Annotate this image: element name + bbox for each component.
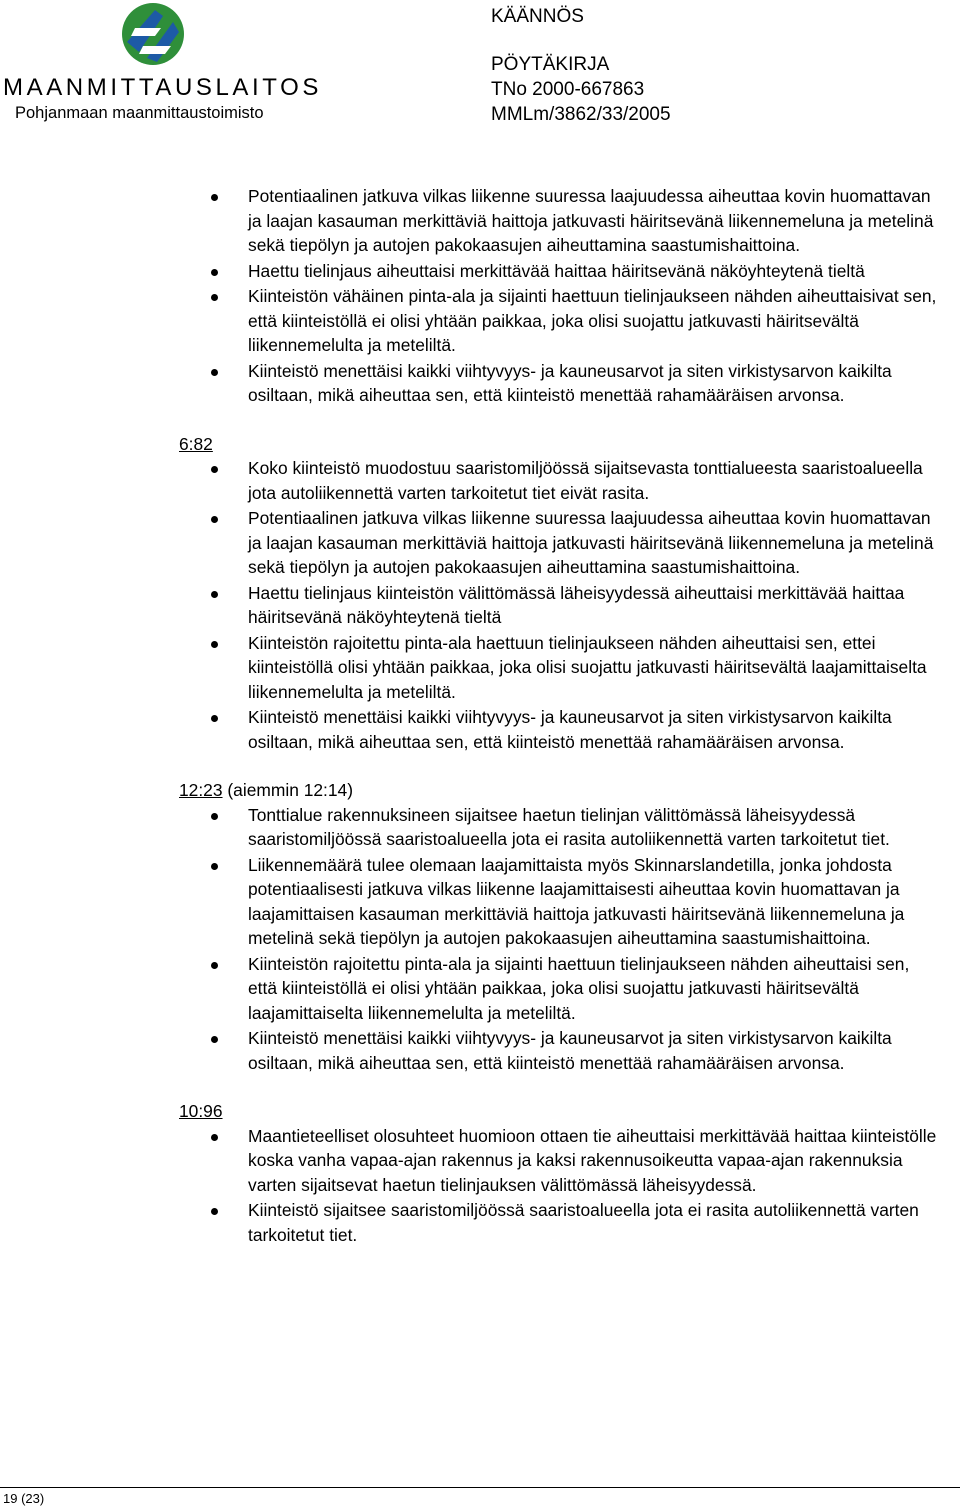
list-item [179, 853, 939, 951]
bullet-icon [211, 863, 218, 870]
maanmittauslaitos-logo-icon [121, 2, 185, 66]
section-heading [179, 778, 939, 803]
list-item-text: Kiinteistö menettäisi kaikki viihtyvyys- ja kauneusarvot ja siten virkistysarvon kaikilta osiltaan, mikä aiheuttaa sen, että kiinteistö menettää rahamääräisen arvonsa. [248, 360, 892, 405]
property-id: 6:82 [179, 433, 213, 454]
list-item [179, 803, 939, 852]
list-item-text: Kiinteistön vähäinen pinta-ala ja sijainti haettuun tielinjaukseen nähden aiheuttaisivat sen, että kiinteistöllä ei olisi yhtään paikkaa, joka olisi suojattu jatkuvasti häiritsevältä liikennemelulta ja meteliltä. [248, 286, 937, 355]
list-item [179, 284, 939, 358]
bullet-list [179, 1124, 939, 1248]
list-item [179, 506, 939, 580]
section-heading [179, 432, 939, 457]
bullet-icon [211, 1134, 218, 1141]
section-heading [179, 1099, 939, 1124]
bullet-icon [211, 194, 218, 201]
list-item-text: Kiinteistö menettäisi kaikki viihtyvyys- ja kauneusarvot ja siten virkistysarvon kaikilta osiltaan, mikä aiheuttaa sen, että kiinteistö menettää rahamääräisen arvonsa. [248, 1028, 892, 1073]
list-item-text: Liikennemäärä tulee olemaan laajamittaista myös Skinnarslandetilla, jonka johdosta potentiaalisesti jatkuva vilkas liikenne laajamittaisesti aiheuttaa kovin huomattavan ja laajamittaisen kasauman merkittäviä haittoja jatkuvasti häiritsevänä liikennemeluna ja metelinä sekä tiepölyn ja autojen pakokaasujen aiheuttamina saastumishaittoina. [248, 854, 905, 948]
bullet-icon [211, 591, 218, 598]
list-item-text: Kiinteistö sijaitsee saaristomiljöössä saaristoalueella jota ei rasita autoliikennettä varten tarkoitetut tiet. [248, 1200, 919, 1245]
bullet-icon [211, 294, 218, 301]
list-item-text: Kiinteistö menettäisi kaikki viihtyvyys- ja kauneusarvot ja siten virkistysarvon kaikilta osiltaan, mikä aiheuttaa sen, että kiinteistö menettää rahamääräisen arvonsa. [248, 707, 892, 752]
bullet-list [179, 184, 939, 408]
bullet-icon [211, 813, 218, 820]
bullet-icon [211, 269, 218, 276]
page-number: 19 (23) [3, 1491, 45, 1506]
document-type: KÄÄNNÖS [491, 6, 584, 27]
list-item [179, 952, 939, 1026]
bullet-list [179, 803, 939, 1076]
office-name: Pohjanmaan maanmittaustoimisto [15, 104, 264, 122]
tno-number: TNo 2000-667863 [491, 79, 645, 100]
bullet-icon [211, 1036, 218, 1043]
list-item-text: Kiinteistön rajoitettu pinta-ala haettuun tielinjaukseen nähden aiheuttaisi sen, ettei kiinteistöllä olisi yhtään paikkaa, joka olisi suojattu jatkuvasti häiritsevältä laajamittaiselta liikennemelulta ja meteliltä. [248, 632, 927, 702]
reference-number: MMLm/3862/33/2005 [491, 104, 671, 125]
list-item-text: Kiinteistön rajoitettu pinta-ala ja sijainti haettuun tielinjaukseen nähden aiheuttaisi sen, että kiinteistöllä ei olisi yhtään paikkaa, joka olisi suojattu jatkuvasti häiritsevältä laajamittaiselta liikennemelulta ja meteliltä. [248, 953, 910, 1023]
property-note: (aiemmin 12:14) [222, 780, 354, 800]
section [179, 778, 939, 1075]
list-item-text: Haettu tielinjaus aiheuttaisi merkittävää haittaa häiritsevänä näköyhteytenä tieltä [248, 260, 865, 281]
list-item [179, 456, 939, 505]
list-item-text: Potentiaalinen jatkuva vilkas liikenne suuressa laajuudessa aiheuttaa kovin huomattavan ja laajan kasauman merkittäviä haittoja jatkuvasti häiritsevänä liikennemeluna ja metelinä sekä tiepölyn ja autojen pakokaasujen aiheuttamina saastumishaittoina. [248, 508, 934, 577]
list-item [179, 1198, 939, 1247]
bullet-icon [211, 466, 218, 473]
list-item-text: Maantieteelliset olosuhteet huomioon ottaen tie aiheuttaisi merkittävää haittaa kiinteistölle koska vanha vapaa-ajan rakennus ja kaksi rakennusoikeutta vapaa-ajan rakennuksia varten sijaitsevat haetun tielinjauksen välittömässä läheisyydessä. [248, 1125, 937, 1195]
bullet-icon [211, 516, 218, 523]
list-item [179, 705, 939, 754]
list-item [179, 631, 939, 705]
list-item-text: Potentiaalinen jatkuva vilkas liikenne suuressa laajuudessa aiheuttaa kovin huomattavan ja laajan kasauman merkittäviä haittoja jatkuvasti häiritsevänä liikennemeluna ja metelinä sekä tiepölyn ja autojen pakokaasujen aiheuttamina saastumishaittoina. [248, 186, 934, 255]
property-id: 12:23 [179, 780, 223, 800]
footer-divider [0, 1487, 960, 1488]
document-body [179, 184, 939, 1248]
list-item [179, 259, 939, 284]
bullet-icon [211, 962, 218, 969]
list-item [179, 184, 939, 258]
list-item-text: Koko kiinteistö muodostuu saaristomiljöössä sijaitsevasta tonttialueesta saaristoalueella jota autoliikennettä varten tarkoitetut tiet eivät rasita. [248, 458, 923, 503]
section [179, 184, 939, 408]
document-title: PÖYTÄKIRJA [491, 54, 610, 75]
list-item-text: Haettu tielinjaus kiinteistön välittömässä läheisyydessä aiheuttaisi merkittävää haittaa häiritsevänä näköyhteytenä tieltä [248, 582, 905, 627]
section [179, 432, 939, 755]
list-item [179, 581, 939, 630]
bullet-icon [211, 641, 218, 648]
organization-name: MAANMITTAUSLAITOS [3, 74, 323, 101]
organization-logo [0, 0, 323, 130]
bullet-icon [211, 369, 218, 376]
bullet-icon [211, 715, 218, 722]
bullet-list [179, 456, 939, 754]
section [179, 1099, 939, 1247]
property-id: 10:96 [179, 1101, 223, 1121]
bullet-icon [211, 1208, 218, 1215]
list-item [179, 359, 939, 408]
list-item [179, 1124, 939, 1198]
list-item-text: Tonttialue rakennuksineen sijaitsee haetun tielinjan välittömässä läheisyydessä saaristomiljöössä saaristoalueella jota ei rasita autoliikennettä varten tarkoitetut tiet. [248, 804, 890, 849]
list-item [179, 1026, 939, 1075]
